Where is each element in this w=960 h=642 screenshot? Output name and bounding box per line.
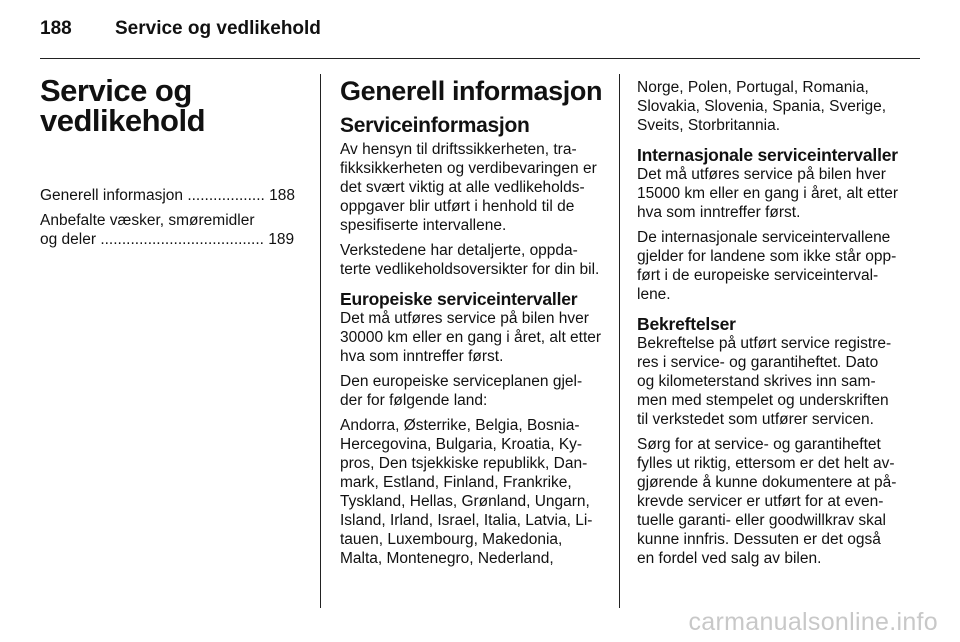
- text-line: Hercegovina, Bulgaria, Kroatia, Ky-: [340, 436, 583, 453]
- toc-line: Anbefalte væsker, smøremidler: [40, 212, 255, 229]
- page-number: 188: [40, 18, 72, 39]
- text-line: en fordel ved salg av bilen.: [637, 550, 822, 567]
- text-line: Den europeiske serviceplanen gjel-: [340, 373, 583, 390]
- text-line: der for følgende land:: [340, 392, 488, 409]
- paragraph: [637, 334, 901, 429]
- text-line: pros, Den tsjekkiske republikk, Dan-: [340, 455, 588, 472]
- text-line: mark, Estland, Finland, Frankrike,: [340, 474, 572, 491]
- text-line: kunne innfris. Dessuten er det også: [637, 531, 881, 548]
- text-line: 30000 km eller en gang i året, alt etter: [340, 329, 602, 346]
- subsection-heading: Serviceinformasjon: [340, 114, 530, 137]
- chapter-title: [40, 73, 303, 138]
- text-line: Bekreftelse på utført service registre-: [637, 335, 892, 352]
- toc-entry-general-info[interactable]: [40, 186, 303, 205]
- chapter-title-line: Service og: [40, 73, 192, 108]
- toc-line: og deler ...................................... 189: [40, 231, 295, 248]
- text-line: ført i de europeiske serviceinterval-: [637, 267, 879, 284]
- text-line: Sveits, Storbritannia.: [637, 117, 781, 134]
- text-line: Tyskland, Hellas, Grønland, Ungarn,: [340, 493, 590, 510]
- paragraph: [637, 165, 901, 222]
- text-line: res i service- og garantiheftet. Dato: [637, 354, 879, 371]
- text-line: fikksikkerheten og verdibevaringen er: [340, 160, 597, 177]
- text-line: 15000 km eller en gang i året, alt etter: [637, 185, 899, 202]
- toc-line: Generell informasjon .................. 188: [40, 187, 296, 204]
- text-line: Slovakia, Slovenia, Spania, Sverige,: [637, 98, 887, 115]
- text-line: Av hensyn til driftssikkerheten, tra-: [340, 141, 577, 158]
- text-line: De internasjonale serviceintervallene: [637, 229, 891, 246]
- paragraph: [340, 416, 604, 568]
- subsection-heading: Internasjonale serviceintervaller: [637, 145, 898, 165]
- text-line: og kilometerstand skrives inn sam-: [637, 373, 876, 390]
- header-rule: [40, 58, 920, 59]
- text-line: Det må utføres service på bilen hver: [637, 166, 886, 183]
- paragraph: [340, 309, 604, 366]
- subsection-heading: Europeiske serviceintervaller: [340, 289, 578, 309]
- text-line: men med stempelet og underskriften: [637, 392, 889, 409]
- text-line: lene.: [637, 286, 671, 303]
- text-line: spesifiserte intervallene.: [340, 217, 507, 234]
- page-header: [40, 18, 920, 58]
- section-title: Generell informasjon: [340, 76, 603, 106]
- text-line: Det må utføres service på bilen hver: [340, 310, 589, 327]
- continuation-column: [637, 74, 901, 574]
- text-line: gjelder for landene som ikke står opp-: [637, 248, 897, 265]
- text-line: hva som inntreffer først.: [637, 204, 801, 221]
- paragraph: [637, 228, 901, 304]
- column-divider: [619, 74, 620, 608]
- text-line: oppgaver blir utført i henhold til de: [340, 198, 575, 215]
- paragraph: [340, 241, 604, 279]
- running-title: Service og vedlikehold: [115, 18, 321, 39]
- subsection-heading: Bekreftelser: [637, 314, 736, 334]
- text-line: Sørg for at service- og garantiheftet: [637, 436, 881, 453]
- chapter-column: [40, 74, 303, 255]
- column-divider: [320, 74, 321, 608]
- text-line: det svært viktig at alle vedlikeholds-: [340, 179, 585, 196]
- text-line: hva som inntreffer først.: [340, 348, 504, 365]
- text-line: Andorra, Østerrike, Belgia, Bosnia-: [340, 417, 580, 434]
- paragraph: [340, 140, 604, 235]
- text-line: gjørende å kunne dokumentere at på-: [637, 474, 897, 491]
- table-of-contents: [40, 186, 303, 249]
- text-line: Malta, Montenegro, Nederland,: [340, 550, 554, 567]
- text-line: fylles ut riktig, ettersom er det helt av-: [637, 455, 895, 472]
- paragraph: [637, 78, 901, 135]
- watermark: carmanualsonline.info: [688, 608, 938, 636]
- text-line: tuelle garanti- eller goodwillkrav skal: [637, 512, 886, 529]
- text-line: krevde servicer er utført for at even-: [637, 493, 884, 510]
- toc-entry-fluids[interactable]: [40, 211, 303, 249]
- paragraph: [340, 372, 604, 410]
- text-line: tauen, Luxembourg, Makedonia,: [340, 531, 563, 548]
- text-line: Island, Irland, Israel, Italia, Latvia, Li-: [340, 512, 593, 529]
- text-line: terte vedlikeholdsoversikter for din bil.: [340, 261, 600, 278]
- chapter-title-line: vedlikehold: [40, 103, 206, 138]
- main-column: [340, 74, 604, 574]
- paragraph: [637, 435, 901, 568]
- text-line: Verkstedene har detaljerte, oppda-: [340, 242, 578, 259]
- text-line: til verkstedet som utfører servicen.: [637, 411, 874, 428]
- text-line: Norge, Polen, Portugal, Romania,: [637, 79, 869, 96]
